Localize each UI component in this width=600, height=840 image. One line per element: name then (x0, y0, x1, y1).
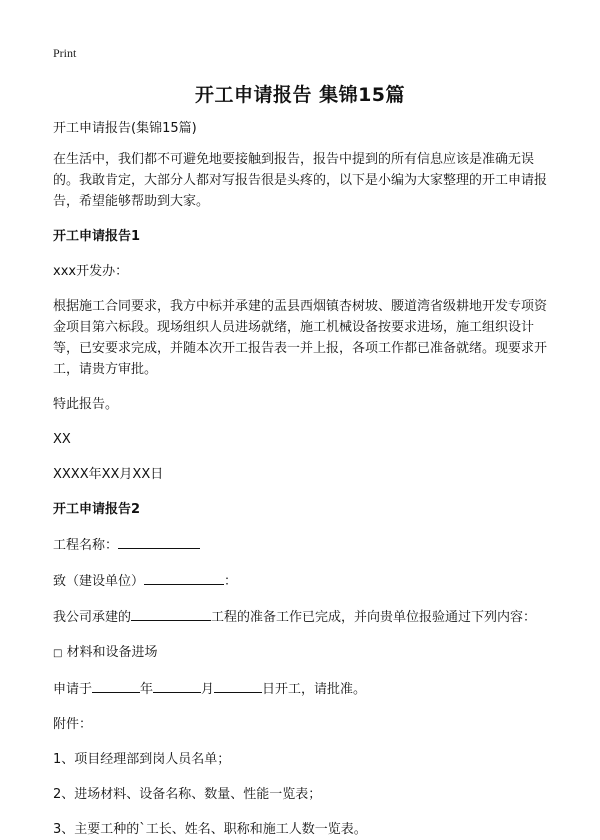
apply-month: 月 (201, 682, 215, 697)
apply-prefix: 申请于 (53, 682, 93, 697)
statement-blank (131, 606, 211, 621)
apply-line (53, 678, 553, 700)
section-1-closing: 特此报告。 (53, 397, 119, 412)
section-1-signature: XX (53, 432, 71, 447)
to-line (53, 570, 553, 592)
attachment-item: 1、项目经理部到岗人员名单； (53, 752, 231, 767)
subtitle: 开工申请报告(集锦15篇) (53, 121, 197, 136)
document-body (53, 118, 553, 840)
project-name-blank (118, 534, 200, 549)
checkbox-square-icon: □ (53, 648, 63, 659)
apply-year: 年 (140, 682, 154, 697)
month-blank (153, 678, 201, 693)
section-2-heading: 开工申请报告2 (53, 502, 141, 517)
section-1-addressee: xxx开发办： (53, 264, 129, 279)
attachments-label: 附件： (53, 717, 93, 732)
statement-part-b: 工程的准备工作已完成，并向贵单位报验通过下列内容： (211, 610, 537, 625)
statement-part-a: 我公司承建的 (53, 610, 132, 625)
attachment-item: 3、主要工种的`工长、姓名、职称和施工人数一览表。 (53, 822, 367, 837)
section-1-paragraph: 根据施工合同要求，我方中标并承建的盂县西烟镇杏树坡、腰道湾省级耕地开发专项资金项目第六标段。现场组织人员进场就绪，施工机械设备按要求进场，施工组织设计等，已安要求完成，并随本次开工报告表一并上报，各项工作都已准备就绪。现要求开工，请贵方审批。 (53, 299, 548, 377)
document-title: 开工申请报告 集锦15篇 (194, 84, 406, 106)
print-label: Print (53, 46, 77, 60)
day-blank (214, 678, 262, 693)
section-1-heading: 开工申请报告1 (53, 229, 141, 244)
project-name-line (53, 534, 553, 556)
bullet-text: 材料和设备进场 (66, 645, 158, 660)
section-1-date: XXXX年XX月XX日 (53, 467, 164, 482)
year-blank (92, 678, 140, 693)
to-label: 致（建设单位） (53, 574, 145, 589)
to-suffix: ： (224, 574, 238, 589)
to-blank (144, 570, 224, 585)
apply-suffix: 日开工，请批准。 (262, 682, 367, 697)
intro-paragraph: 在生活中，我们都不可避免地要接触到报告，报告中提到的所有信息应该是准确无误的。我敢肯定，大部分人都对写报告很是头疼的，以下是小编为大家整理的开工申请报告，希望能够帮助到大家。 (53, 152, 548, 209)
statement-line (53, 606, 553, 628)
attachment-item: 2、进场材料、设备名称、数量、性能一览表； (53, 787, 322, 802)
bullet-line (53, 642, 553, 664)
project-name-label: 工程名称： (53, 538, 119, 553)
